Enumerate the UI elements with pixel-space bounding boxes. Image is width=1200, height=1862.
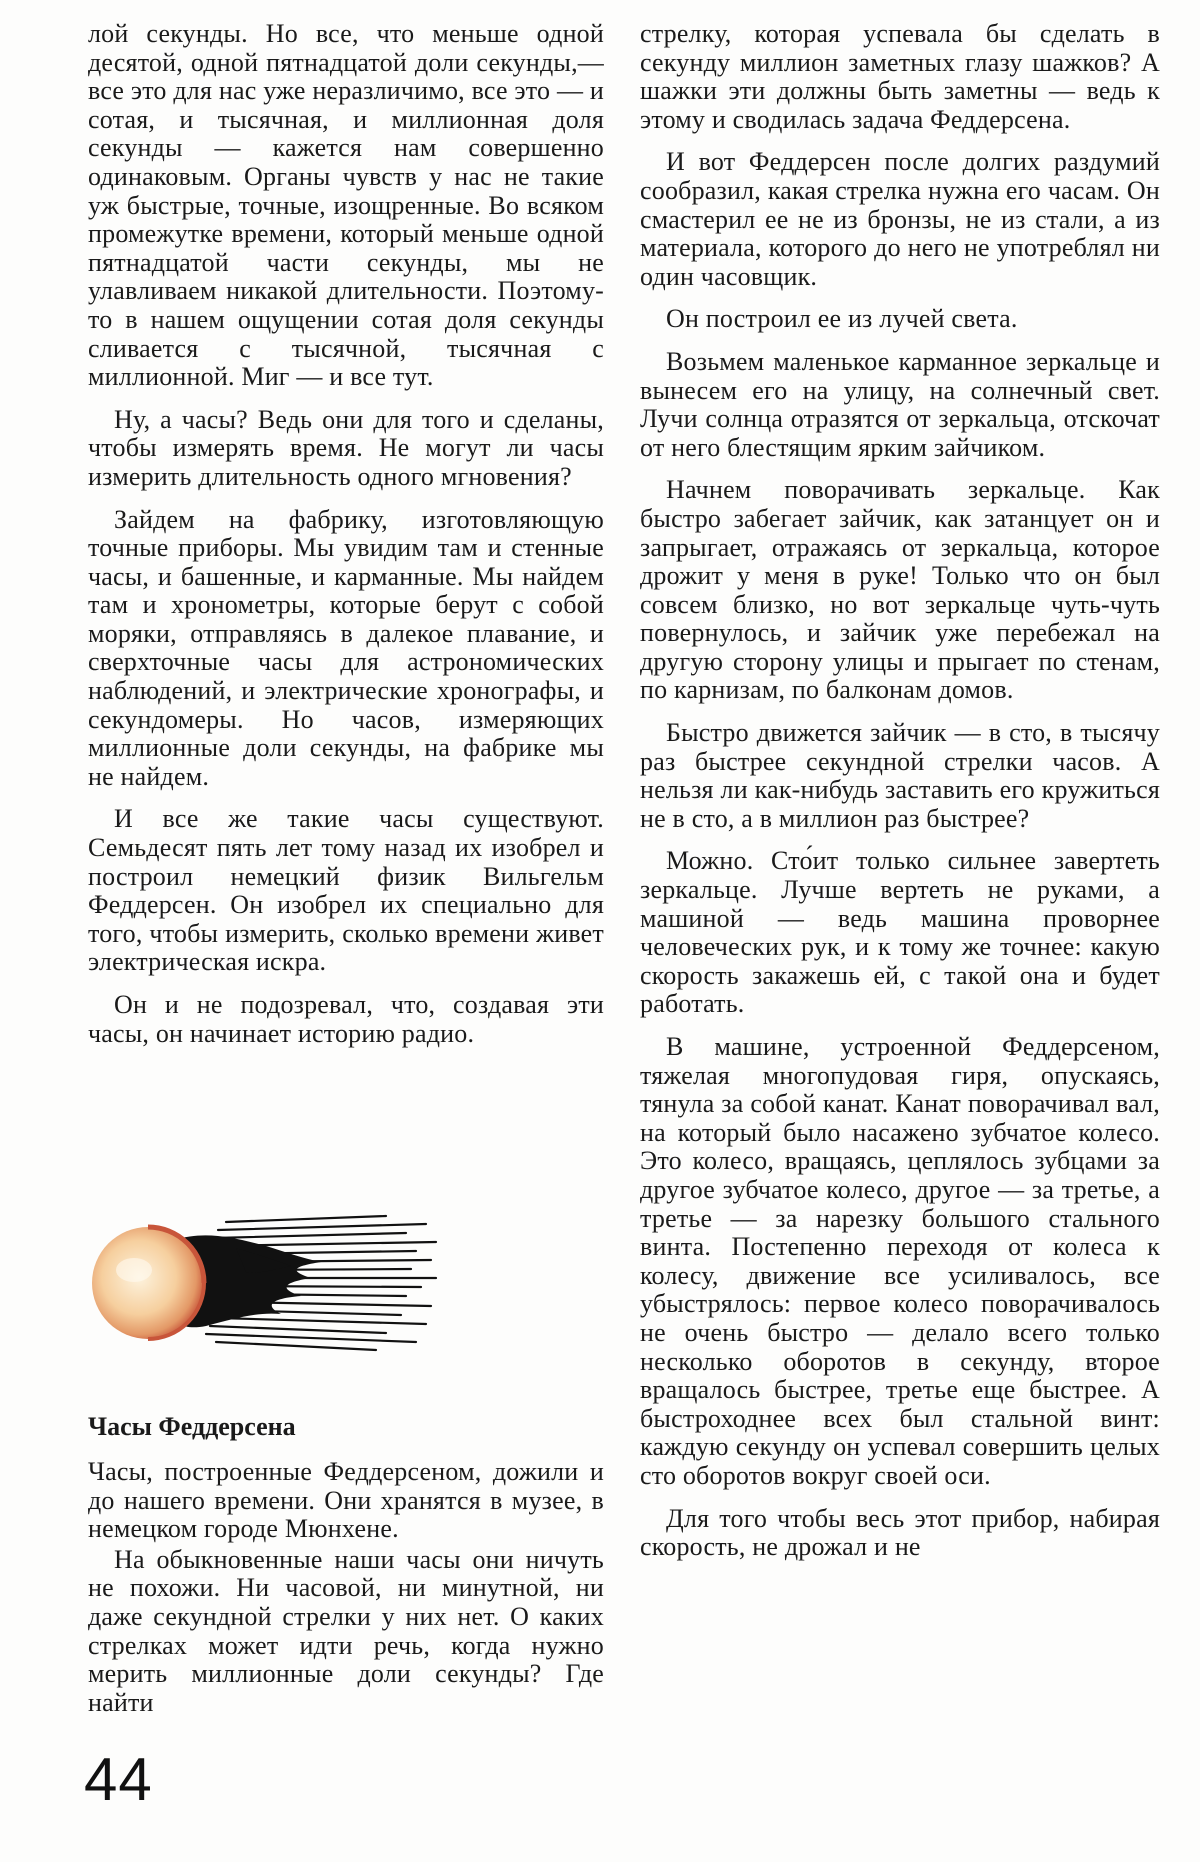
paragraph: Он и не подозревал, что, создавая эти часы, он начинает историю радио. xyxy=(88,990,604,1048)
paragraph: И вот Феддерсен после долгих раздумий сообразил, какая стрелка нужна его часам. Он смастерил ее не из бронзы, не из стали, а из материала, которого до него не употреблял ни один часовщик. xyxy=(640,147,1160,291)
paragraph: В машине, устроенной Феддерсеном, тяжелая многопудовая гиря, опускаясь, тянула за собой канат. Канат поворачивал вал, на который было насажено зубчатое колесо. Это колесо, вращаясь, цеплялось зубцами за другое зубчатое колесо, другое — за третье, а третье — за нарезку большого стального винта. Постепенно переходя от колеса к колесу, движение все усиливалось, все убыстрялось: первое колесо поворачивалось не очень быстро — делало всего только несколько оборотов в секунду, второе вращалось быстрее, третье еще быстрее. А быстроходнее всех был стальной винт: каждую секунду он успевал совершить целых сто оборотов вокруг своей оси. xyxy=(640,1032,1160,1490)
section-heading: Часы Феддерсена xyxy=(88,1412,296,1441)
paragraph: Ну, а часы? Ведь они для того и сделаны, чтобы измерять время. Не могут ли часы измерить длительность одного мгновения? xyxy=(88,404,604,491)
right-column xyxy=(640,20,1160,1564)
flying-spark-ball-icon xyxy=(86,1200,446,1365)
paragraph: Для того чтобы весь этот прибор, набирая скорость, не дрожал и не xyxy=(640,1503,1160,1562)
paragraph: Зайдем на фабрику, изготовляющую точные приборы. Мы увидим там и стенные часы, и башенные, и карманные. Мы найдем там и хронометры, которые берут с собой моряки, отправляясь в далекое плавание, и сверхточные часы для астрономических наблюдений, и электрические хронографы, и секундомеры. Но часов, измеряющих миллионные доли секунды, на фабрике мы не найдем. xyxy=(88,504,604,791)
paragraph: Можно. Сто́ит только сильнее завертеть зеркальце. Лучше вертеть не руками, а машиной — ведь машина проворнее человеческих рук, и к тому же точнее: какую скорость закажешь ей, с такой она и будет работать. xyxy=(640,846,1160,1019)
paragraph: лой секунды. Но все, что меньше одной десятой, одной пятнадцатой доли секунды,— все это для нас уже неразличимо, все это — и сотая, и тысячная, и миллионная доля секунды — кажется нам совершенно одинаковым. Органы чувств у нас не такие уж быстрые, точные, изощренные. Во всяком промежутке времени, который меньше одной пятнадцатой части секунды, мы не улавливаем никакой длительности. Поэтому-то в нашем ощущении сотая доля секунды сливается с тысячной, тысячная с миллионной. Миг — и все тут. xyxy=(88,19,604,392)
paragraph: Он построил ее из лучей света. xyxy=(666,304,1018,334)
paragraph: Часы, построенные Феддерсеном, дожили и до нашего времени. Они хранятся в музее, в немецком городе Мюнхене. xyxy=(88,1457,604,1544)
left-column xyxy=(88,20,604,1050)
paragraph: Возьмем маленькое карманное зеркальце и вынесем его на улицу, на солнечный свет. Лучи солнца отразятся от зеркальца, отскочат от него блестящим ярким зайчиком. xyxy=(640,346,1160,462)
paragraph: Быстро движется зайчик — в сто, в тысячу раз быстрее секундной стрелки часов. А нельзя ли как-нибудь заставить его кружиться не в сто, а в миллион раз быстрее? xyxy=(640,718,1160,833)
page-number: 44 xyxy=(84,1746,153,1813)
section-body xyxy=(88,1458,604,1719)
paragraph: И все же такие часы существуют. Семьдесят пять лет тому назад их изобрел и построил немецкий физик Вильгельм Феддерсен. Он изобрел их специально для того, чтобы измерить, сколько времени живет электрическая искра. xyxy=(88,804,604,977)
paragraph: На обыкновенные наши часы они ничуть не похожи. Ни часовой, ни минутной, ни даже секундной стрелки у них нет. О каких стрелках может идти речь, когда нужно мерить миллионные доли секунды? Где найти xyxy=(88,1544,604,1717)
paragraph: Начнем поворачивать зеркальце. Как быстро забегает зайчик, как затанцует он и запрыгает, отражаясь от зеркальца, которое дрожит у меня в руке! Только что он был совсем близко, но вот зеркальце чуть-чуть повернулось, и зайчик уже перебежал на другую сторону улицы и прыгает по стенам, по карнизам, по балконам домов. xyxy=(640,475,1160,705)
paragraph: стрелку, которая успевала бы сделать в секунду миллион заметных глазу шажков? А шажки эти должны быть заметны — ведь к этому и сводилась задача Феддерсена. xyxy=(640,19,1160,134)
